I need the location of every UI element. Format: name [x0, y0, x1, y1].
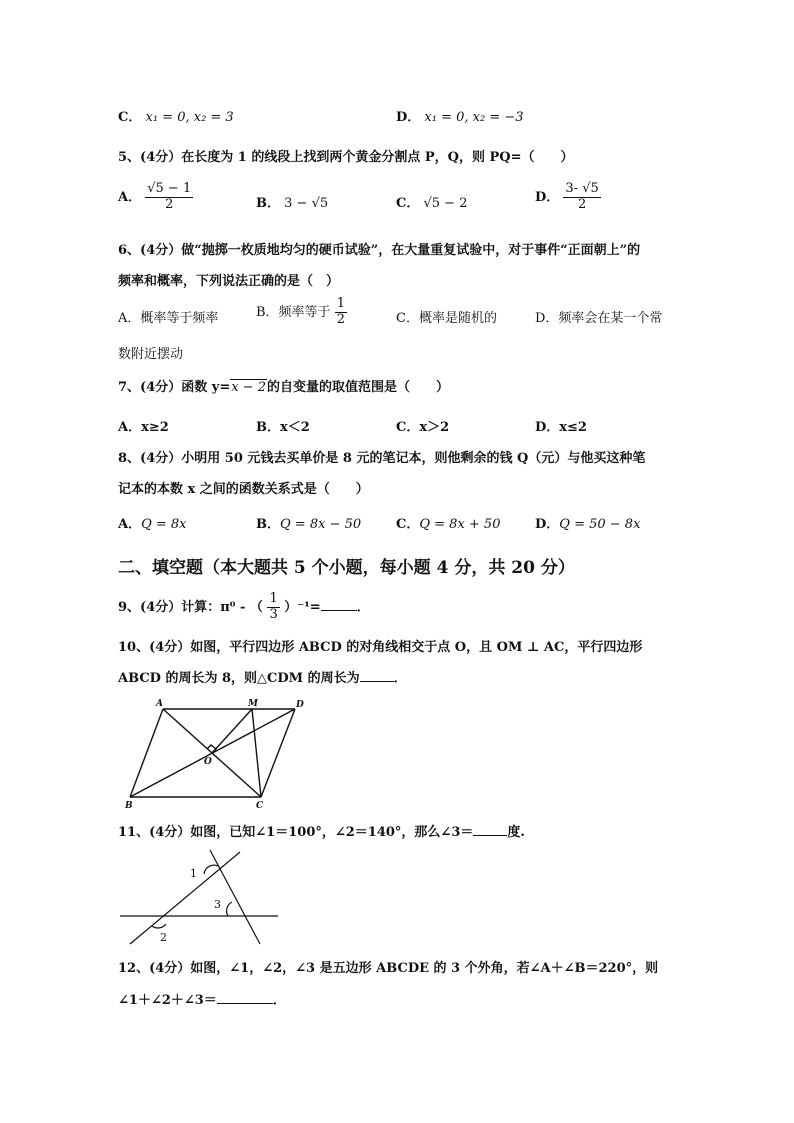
q5-stem: 5、(4分）在长度为 1 的线段上找到两个黄金分割点 P，Q，则 PQ=（ ） — [118, 150, 574, 165]
q11-rising-line — [130, 852, 240, 944]
q7-option-c: C．x＞2 — [396, 420, 450, 435]
q10-stem-line1: 10、(4分）如图，平行四边形 ABCD 的对角线相交于点 O，且 OM ⊥ AC，平行四边形 — [118, 640, 643, 655]
q8-option-d — [535, 513, 640, 532]
q10-side-cd — [261, 709, 295, 797]
q12-stem-line2 — [118, 989, 286, 1008]
q8-stem-line1: 8、(4分）小明用 50 元钱去买单价是 8 元的笔记本，则他剩余的钱 Q（元）与他买这种笔 — [118, 451, 646, 466]
q9-num: 1 — [269, 591, 278, 606]
q7-option-b: B．x＜2 — [256, 420, 310, 435]
q6-option-d-line1: D．频率会在某一个常 — [535, 311, 663, 326]
q5-option-d-num: 3- √5 — [565, 181, 599, 196]
q12-answer-blank[interactable] — [217, 1003, 273, 1004]
q10-segment-om — [212, 709, 252, 753]
q10-side-ab — [130, 709, 163, 797]
q11-angles-figure — [118, 844, 284, 948]
q7-option-d: D．x≤2 — [535, 420, 587, 435]
q6-stem-line1: 6、(4分）做“抛掷一枚质地均匀的硬币试验”，在大量重复试验中，对于事件“正面朝上”的 — [118, 243, 641, 258]
q5-option-a-num: √5 − 1 — [147, 181, 192, 196]
q11-label-1: 1 — [190, 867, 197, 880]
q5-option-b-expr: 3 − √5 — [284, 196, 329, 211]
q5-option-a — [118, 182, 193, 213]
q5-option-b-label: B． — [256, 196, 280, 211]
q5-option-d-label: D． — [535, 189, 560, 205]
q10-line2-prefix: ABCD 的周长为 8，则△CDM 的周长为 — [118, 671, 360, 686]
q10-label-o: O — [204, 757, 212, 767]
q11-text: 11、(4分）如图，已知∠1＝100°，∠2＝140°，那么∠3＝ — [118, 825, 474, 840]
q10-parallelogram-figure — [118, 696, 318, 812]
q9-answer-blank[interactable] — [321, 610, 357, 611]
q9-suffix: ）⁻¹= — [284, 599, 321, 615]
q6-option-a: A．概率等于频率 — [118, 311, 219, 326]
q10-answer-blank[interactable] — [360, 681, 394, 682]
q5-option-c-expr: √5 − 2 — [423, 196, 468, 211]
q8-option-c-expr: Q = 8x + 50 — [419, 517, 501, 532]
q8-option-d-label: D． — [535, 517, 560, 532]
q10-label-d: D — [296, 700, 304, 710]
q8-option-b-expr: Q = 8x − 50 — [280, 517, 362, 532]
q11-text-end: 度. — [507, 825, 525, 840]
q10-label-m: M — [248, 699, 258, 709]
q10-stem-line2 — [118, 667, 407, 686]
q5-option-c-label: C． — [396, 196, 420, 211]
q7-stem — [118, 376, 449, 395]
q9-den: 3 — [269, 606, 278, 622]
section-title-fill-in: 二、填空题（本大题共 5 个小题，每小题 4 分，共 20 分） — [118, 558, 575, 578]
q10-label-b: B — [125, 801, 133, 811]
q8-option-a-expr: Q = 8x — [141, 517, 187, 532]
q6-option-d-line2: 数附近摆动 — [118, 347, 184, 362]
q8-option-a — [118, 513, 187, 532]
q5-option-d — [535, 182, 601, 213]
q10-segment-mc — [252, 709, 261, 797]
q11-falling-line — [210, 850, 260, 944]
q11-label-3: 3 — [214, 898, 221, 911]
q6-option-b-prefix: B．频率等于 — [256, 304, 331, 320]
q9-end: ． — [356, 599, 370, 615]
q7-stem-suffix: 的自变量的取值范围是（ ） — [266, 380, 449, 395]
q7-option-a: A．x≥2 — [118, 420, 169, 435]
q4-option-d — [396, 106, 524, 125]
q11-angle3-arc — [227, 902, 232, 916]
q6-option-b — [256, 297, 347, 328]
q7-stem-prefix: 7、(4分）函数 y= — [118, 380, 231, 395]
q11-label-2: 2 — [160, 931, 167, 944]
q10-label-a: A — [156, 699, 163, 709]
q9-prefix: 9、(4分）计算：π⁰ - （ — [118, 599, 263, 615]
q9-stem — [118, 592, 370, 623]
q7-radicand: x − 2 — [231, 380, 266, 395]
q11-answer-blank[interactable] — [473, 835, 507, 836]
q6-stem-line2: 频率和概率，下列说法正确的是（ ） — [118, 274, 340, 289]
q12-line2-prefix: ∠1＋∠2＋∠3＝ — [118, 993, 217, 1008]
q8-option-c — [396, 513, 500, 532]
q5-option-b — [256, 192, 328, 211]
q5-option-c — [396, 192, 467, 211]
q10-line2-end: ． — [393, 671, 407, 686]
q8-option-b — [256, 513, 361, 532]
q4-option-c-expr: x₁ = 0, x₂ = 3 — [145, 110, 234, 125]
q5-option-d-den: 2 — [577, 196, 587, 212]
q8-option-d-expr: Q = 50 − 8x — [559, 517, 641, 532]
q8-option-a-label: A． — [118, 517, 142, 532]
q5-option-a-den: 2 — [165, 196, 174, 212]
q6-option-c: C．概率是随机的 — [396, 311, 497, 326]
q4-option-c-label: C． — [118, 110, 142, 125]
q12-stem-line1: 12、(4分）如图，∠1，∠2，∠3 是五边形 ABCDE 的 3 个外角，若∠A＋∠B＝220°，则 — [118, 961, 659, 976]
q8-option-b-label: B． — [256, 517, 280, 532]
q4-option-d-label: D． — [396, 110, 421, 125]
q11-stem — [118, 821, 525, 840]
q8-stem-line2: 记本的本数 x 之间的函数关系式是（ ） — [118, 482, 369, 497]
q4-option-d-expr: x₁ = 0, x₂ = −3 — [424, 110, 524, 125]
q6-option-b-num: 1 — [336, 296, 345, 311]
q12-line2-end: ． — [272, 993, 286, 1008]
q8-option-c-label: C． — [396, 517, 420, 532]
q10-label-c: C — [256, 801, 264, 811]
q5-option-a-label: A． — [118, 189, 142, 205]
q6-option-b-den: 2 — [336, 311, 345, 327]
q4-option-c — [118, 106, 234, 125]
